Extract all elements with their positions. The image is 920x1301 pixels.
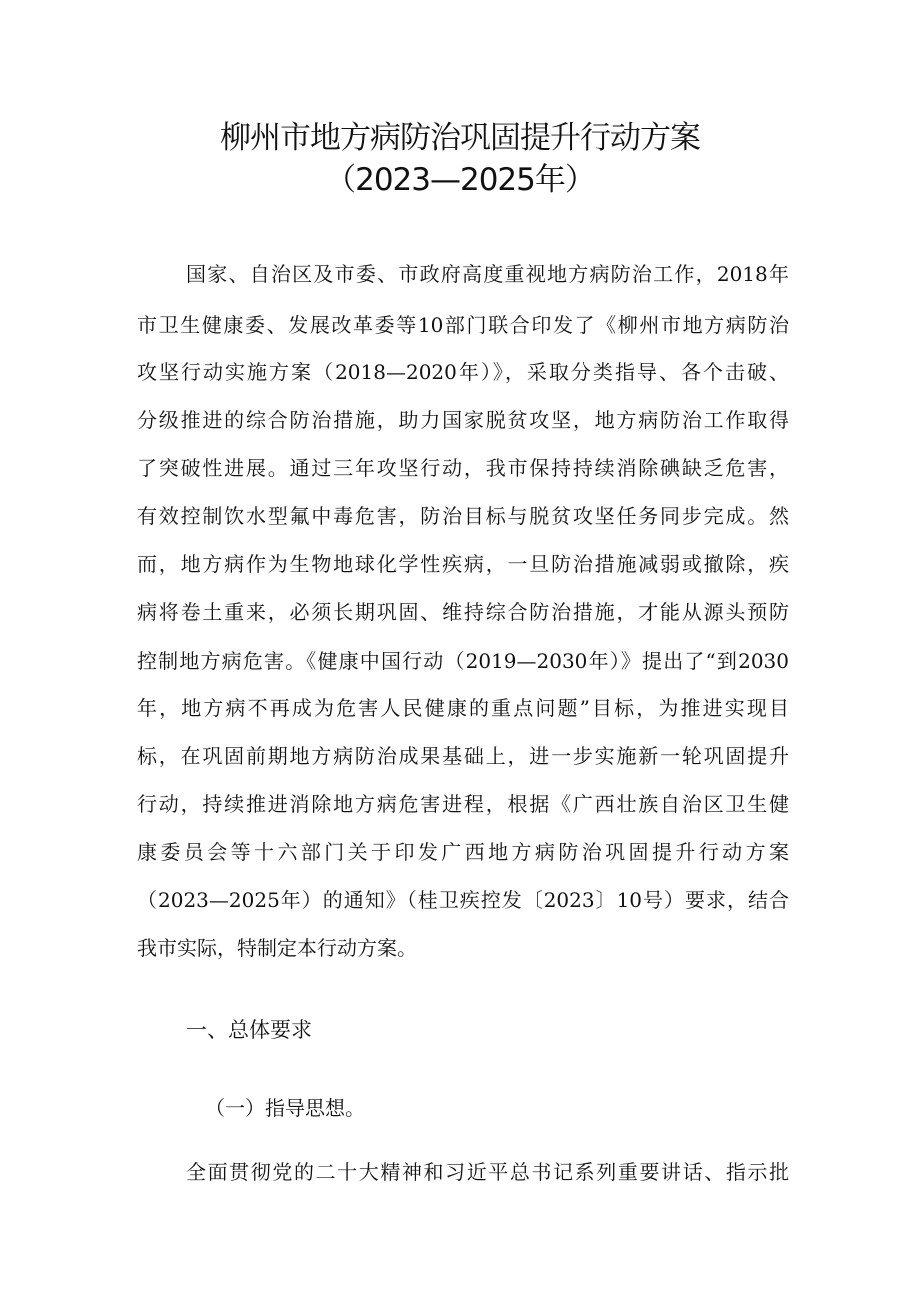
paragraph-line: 了突破性进展。通过三年攻坚行动，我市保持持续消除碘缺乏危害，	[137, 456, 789, 480]
paragraph-line: 市卫生健康委、发展改革委等10部门联合印发了《柳州市地方病防治	[137, 313, 789, 337]
paragraph-line: 病将卷土重来，必须长期巩固、维持综合防治措施，才能从源头预防	[137, 600, 789, 624]
paragraph-line: 攻坚行动实施方案（2018—2020年）》，采取分类指导、各个击破、	[137, 360, 789, 384]
paragraph-line: 分级推进的综合防治措施，助力国家脱贫攻坚，地方病防治工作取得	[137, 408, 789, 432]
section-heading: 一、总体要求	[186, 1018, 312, 1042]
paragraph-line: 而，地方病作为生物地球化学性疾病，一旦防治措施减弱或撤除，疾	[137, 552, 789, 576]
paragraph-line: 全面贯彻党的二十大精神和习近平总书记系列重要讲话、指示批	[186, 1160, 789, 1184]
paragraph-line: 标，在巩固前期地方病防治成果基础上，进一步实施新一轮巩固提升	[137, 744, 789, 768]
paragraph-line: 行动，持续推进消除地方病危害进程，根据《广西壮族自治区卫生健	[137, 792, 789, 816]
paragraph-line: 康委员会等十六部门关于印发广西地方病防治巩固提升行动方案	[137, 840, 789, 864]
paragraph-line: 年，地方病不再成为危害人民健康的重点问题”目标，为推进实现目	[137, 696, 789, 720]
paragraph-line: 我市实际，特制定本行动方案。	[137, 936, 417, 960]
document-title: 柳州市地方病防治巩固提升行动方案	[220, 120, 700, 156]
paragraph-line: （2023—2025年）的通知》（桂卫疾控发〔2023〕10号）要求，结合	[137, 888, 789, 912]
document-title-years: （2023—2025年）	[325, 162, 595, 198]
paragraph-line: 国家、自治区及市委、市政府高度重视地方病防治工作，2018年	[186, 262, 789, 286]
paragraph-line: 有效控制饮水型氟中毒危害，防治目标与脱贫攻坚任务同步完成。然	[137, 504, 789, 528]
subsection-heading: （一）指导思想。	[205, 1096, 365, 1120]
paragraph-line: 控制地方病危害。《健康中国行动（2019—2030年）》提出了“到2030	[137, 649, 789, 673]
